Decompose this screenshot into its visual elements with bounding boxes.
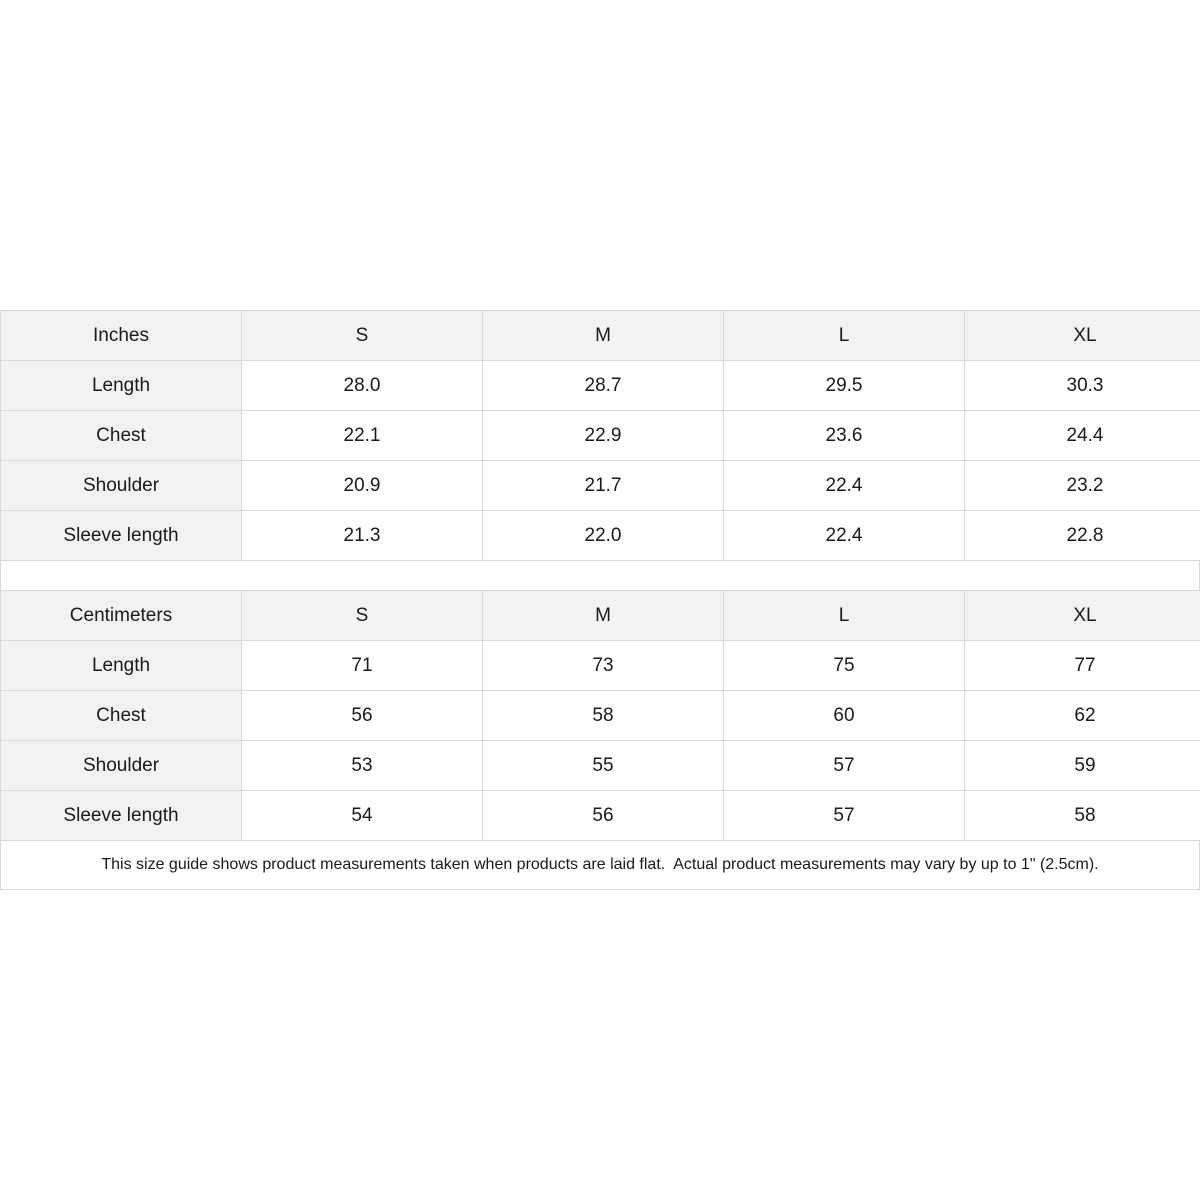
size-guide-note: This size guide shows product measurements taken when products are laid flat. Actual product measurements may vary by up to 1" (2.5cm). (0, 841, 1200, 890)
measurement-cell: 21.3 (242, 511, 483, 561)
measurement-cell: 59 (965, 741, 1200, 791)
measurement-cell: 28.7 (483, 361, 724, 411)
row-label: Length (1, 641, 242, 691)
measurement-cell: 57 (724, 741, 965, 791)
centimeters-size-table (0, 590, 1200, 841)
row-label: Length (1, 361, 242, 411)
measurement-cell: 71 (242, 641, 483, 691)
unit-label: Centimeters (1, 591, 242, 641)
unit-label: Inches (1, 311, 242, 361)
measurement-cell: 58 (965, 791, 1200, 841)
row-label: Shoulder (1, 741, 242, 791)
measurement-cell: 54 (242, 791, 483, 841)
measurement-cell: 73 (483, 641, 724, 691)
size-header: S (242, 591, 483, 641)
table-header-row (1, 311, 1200, 361)
measurement-cell: 56 (483, 791, 724, 841)
table-row (1, 691, 1200, 741)
measurement-cell: 60 (724, 691, 965, 741)
size-guide (0, 310, 1200, 890)
table-row (1, 461, 1200, 511)
measurement-cell: 29.5 (724, 361, 965, 411)
measurement-cell: 22.8 (965, 511, 1200, 561)
size-header: M (483, 311, 724, 361)
size-header: XL (965, 311, 1200, 361)
measurement-cell: 62 (965, 691, 1200, 741)
size-header: S (242, 311, 483, 361)
measurement-cell: 23.2 (965, 461, 1200, 511)
size-header: M (483, 591, 724, 641)
table-row (1, 361, 1200, 411)
measurement-cell: 53 (242, 741, 483, 791)
table-row (1, 641, 1200, 691)
measurement-cell: 22.1 (242, 411, 483, 461)
inches-size-table (0, 310, 1200, 561)
measurement-cell: 58 (483, 691, 724, 741)
row-label: Chest (1, 691, 242, 741)
row-label: Shoulder (1, 461, 242, 511)
measurement-cell: 75 (724, 641, 965, 691)
measurement-cell: 30.3 (965, 361, 1200, 411)
measurement-cell: 22.0 (483, 511, 724, 561)
measurement-cell: 21.7 (483, 461, 724, 511)
table-row (1, 741, 1200, 791)
size-header: L (724, 311, 965, 361)
size-header: XL (965, 591, 1200, 641)
measurement-cell: 23.6 (724, 411, 965, 461)
measurement-cell: 22.4 (724, 511, 965, 561)
measurement-cell: 28.0 (242, 361, 483, 411)
measurement-cell: 22.9 (483, 411, 724, 461)
measurement-cell: 20.9 (242, 461, 483, 511)
row-label: Chest (1, 411, 242, 461)
measurement-cell: 24.4 (965, 411, 1200, 461)
measurement-cell: 56 (242, 691, 483, 741)
table-row (1, 791, 1200, 841)
table-row (1, 411, 1200, 461)
measurement-cell: 77 (965, 641, 1200, 691)
size-header: L (724, 591, 965, 641)
measurement-cell: 57 (724, 791, 965, 841)
measurement-cell: 22.4 (724, 461, 965, 511)
row-label: Sleeve length (1, 791, 242, 841)
row-label: Sleeve length (1, 511, 242, 561)
measurement-cell: 55 (483, 741, 724, 791)
table-header-row (1, 591, 1200, 641)
table-row (1, 511, 1200, 561)
table-spacer (0, 561, 1200, 590)
